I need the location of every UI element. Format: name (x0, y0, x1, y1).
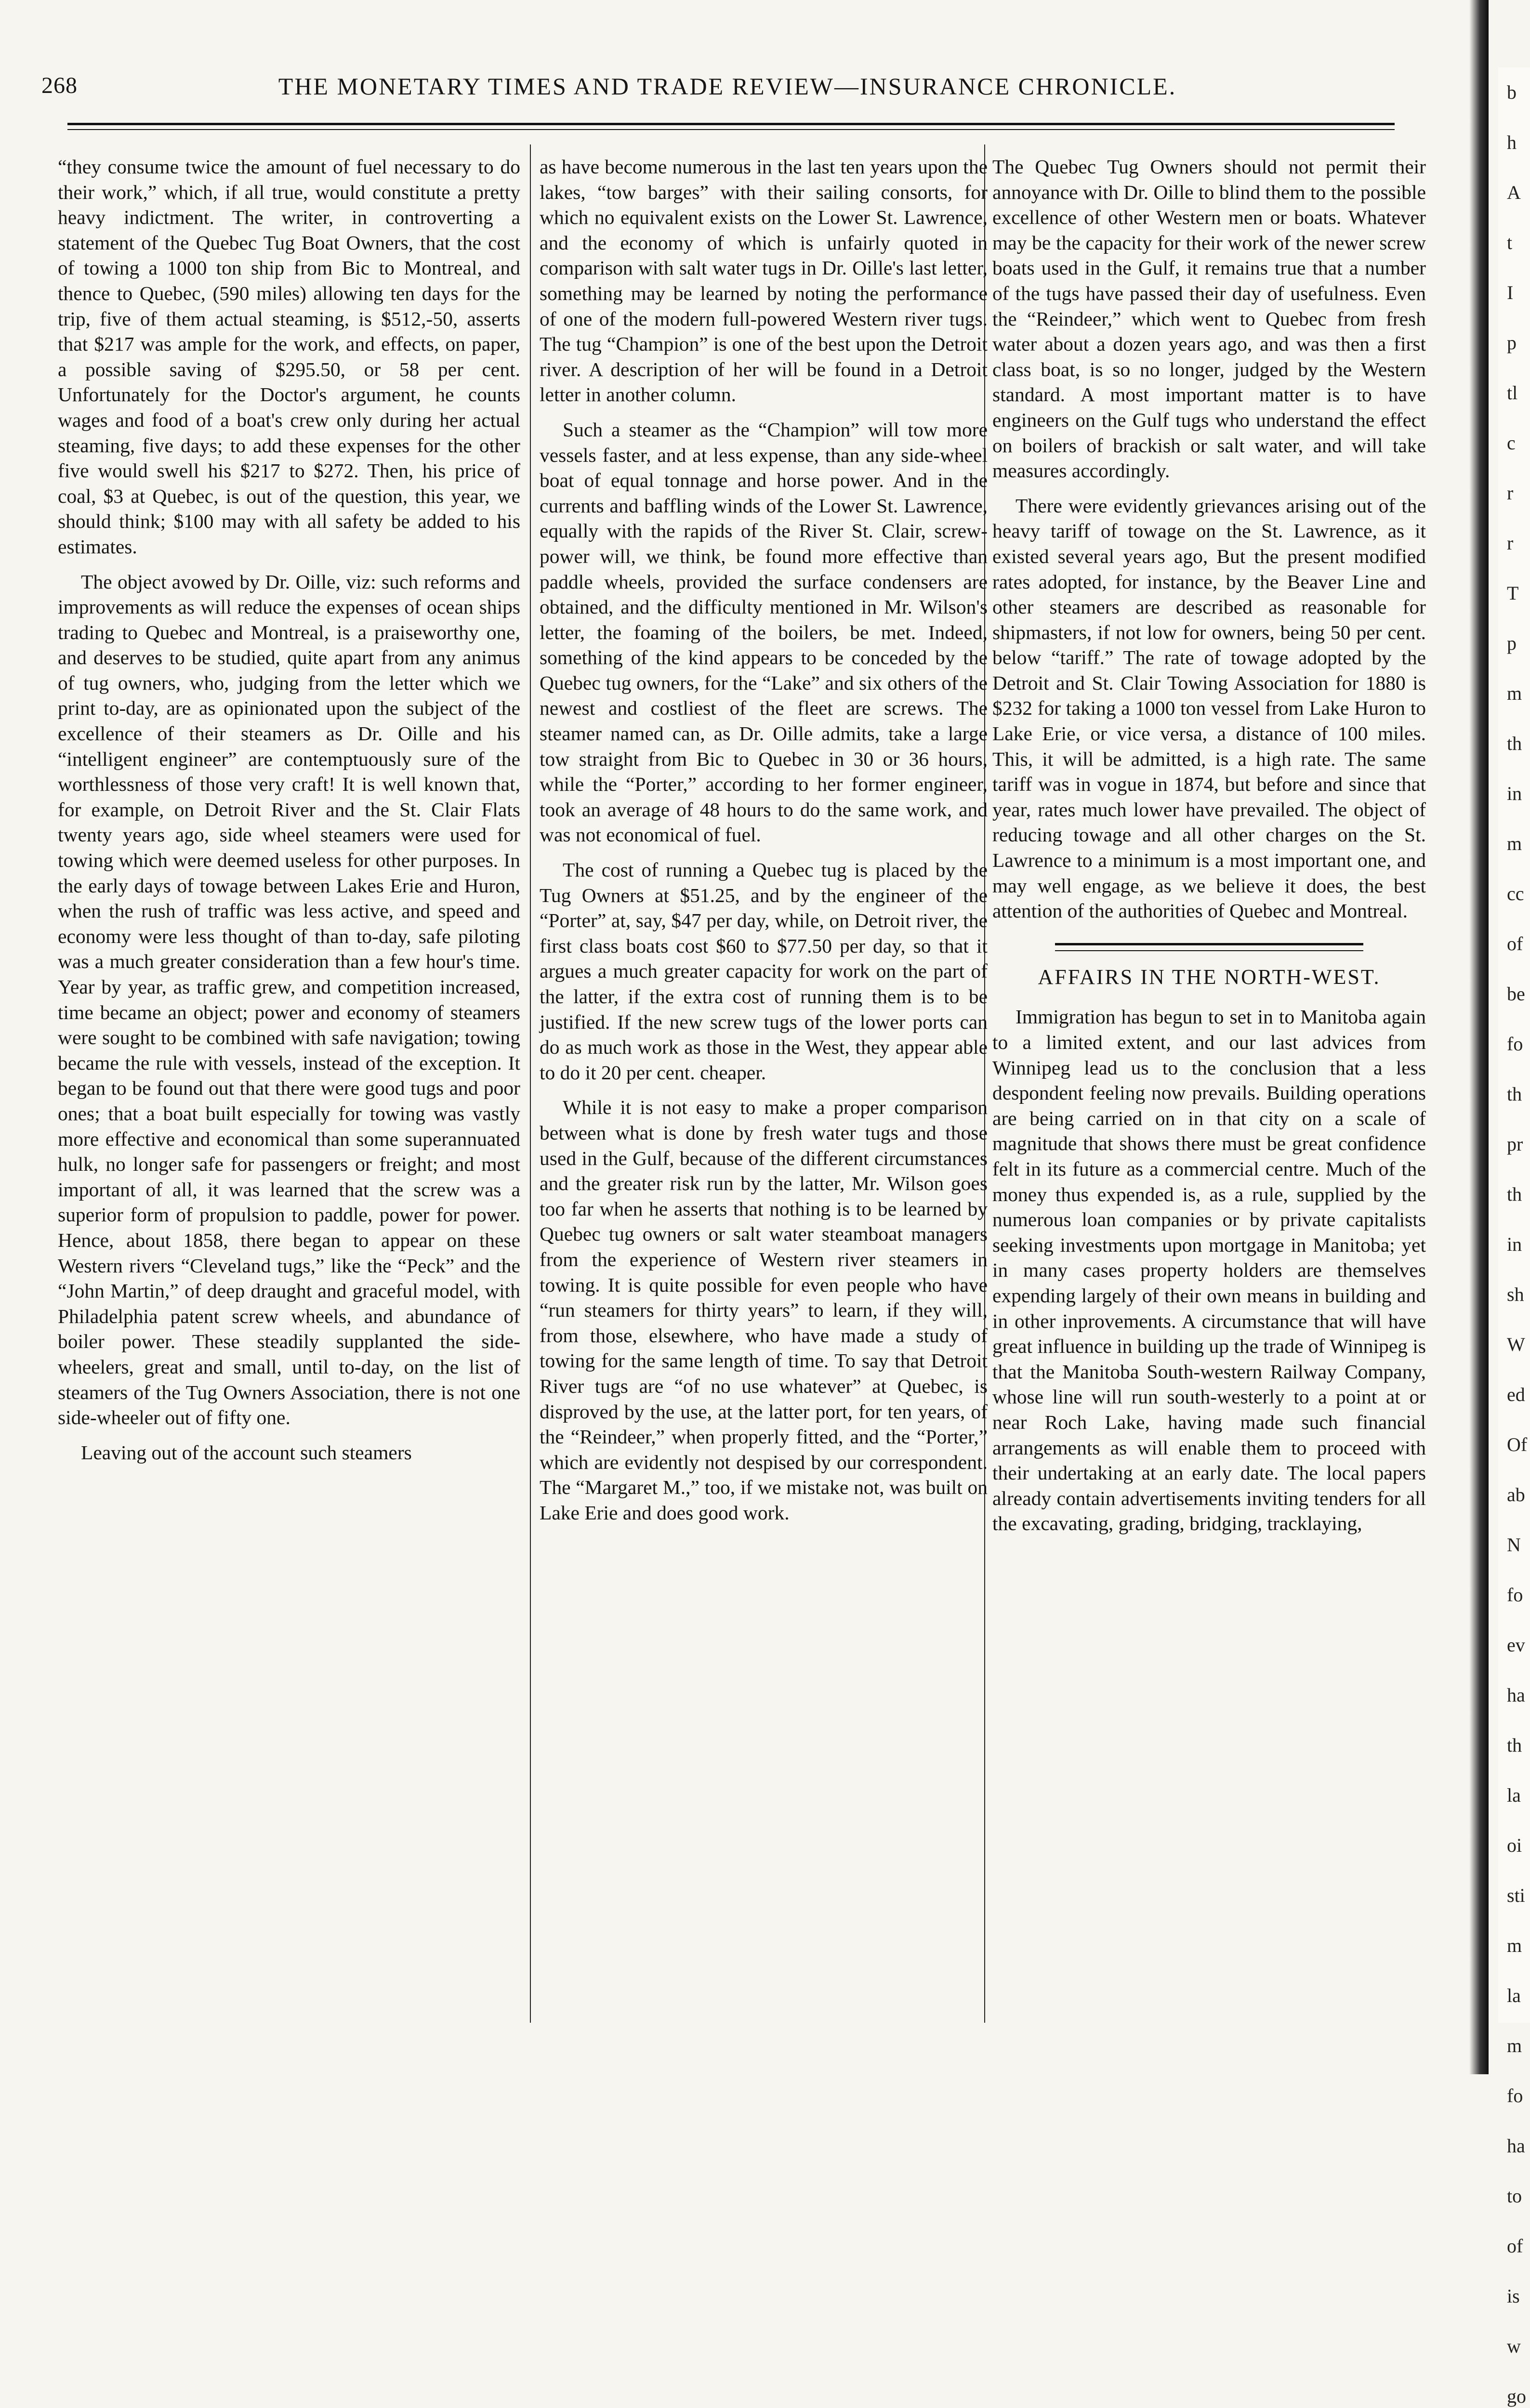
facing-page-fragment: th (1507, 1734, 1522, 1756)
facing-page-fragment: r (1507, 532, 1514, 554)
paragraph: There were evidently grievances arising out of the heavy tariff of towage on the St. Lawrence, as it existed several years ago, But the present modified rates adopted, for instance, by the Beaver Line and other steamers are described as reasonable for shipmasters, if not low for owners, being 50 per cent. below “tariff.” The rate of towage adopted by the Detroit and St. Clair Towing Association for 1880 is $232 for taking a 1000 ton vessel from Lake Huron to Lake Erie, or vice versa, a distance of 100 miles. This, it will be admitted, is a high rate. The same tariff was in vogue in 1874, but before and since that year, rates much lower have prevailed. The object of reducing towage and all other charges on the St. Lawrence to a minimum is a most important one, and may well engage, as we believe it does, the best attention of the authorities of Quebec and Montreal. (992, 494, 1426, 922)
text-column-1 (58, 154, 520, 2023)
facing-page-fragment: la (1507, 1784, 1521, 1806)
facing-page-fragment: is (1507, 2285, 1520, 2307)
facing-page-fragment: w (1507, 2335, 1521, 2357)
facing-page-fragment: sh (1507, 1283, 1524, 1305)
paragraph: The cost of running a Quebec tug is placed by the Tug Owners at $51.25, and by the engineer of the “Porter” at, say, $47 per day, while, on Detroit river, the first class boats cost $60 to $77.50 per day, so that it argues a much greater capacity for work on the part of the latter, if the extra cost of running them is to be justified. If the new screw tugs of the lower ports can do as much work as those in the West, they appear able to do it 20 per cent. cheaper. (540, 859, 988, 1084)
facing-page-fragment: Of (1507, 1434, 1528, 1455)
facing-page-fragment: tl (1507, 382, 1518, 404)
facing-page-fragment: go (1507, 2385, 1526, 2407)
paragraph: Such a steamer as the “Champion” will tow more vessels faster, and at less expense, than any side-wheel boat of equal tonnage and horse power. And in the currents and baffling winds of the Lower St. Lawrence, equally with the rapids of the River St. Clair, screw-power will, we think, be found more effective than paddle wheels, provided the surface condensers are obtained, and the difficulty mentioned in Mr. Wilson's letter, the foaming of the boilers, be met. Indeed, something of the kind appears to be conceded by the Quebec tug owners, for the “Lake” and six others of the newest and costliest of the fleet are screws. The steamer named can, as Dr. Oille admits, take a large tow straight from Bic to Quebec in 30 or 36 hours, while the “Porter,” according to her former engineer, took an average of 48 hours to do the same work, and was not economical of fuel. (540, 418, 988, 846)
facing-page-fragment: r (1507, 482, 1514, 504)
page-binding-shadow (1469, 0, 1489, 2074)
page-number: 268 (41, 73, 78, 98)
facing-page-fragment: c (1507, 432, 1516, 454)
facing-page-fragment: I (1507, 282, 1514, 303)
facing-page-fragment: of (1507, 933, 1523, 955)
facing-page-fragment: A (1507, 182, 1521, 203)
paragraph: Leaving out of the account such steamers (81, 1441, 412, 1464)
facing-page-fragment: sti (1507, 1885, 1525, 1906)
paragraph: While it is not easy to make a proper comparison between what is done by fresh water tugs and those used in the Gulf, because of the different circumstances and the greater risk run by the latter, Mr. Wilson goes too far when he asserts that nothing is to be learned by Quebec tug owners or salt water steamboat managers from the experience of Western river steamers in towing. It is quite possible for even people who have “run steamers for thirty years” to learn, if they will, from those, elsewhere, who have made a study of towing for the same length of time. To say that Detroit River tugs are “of no use whatever” at Quebec, is disproved by the use, at the latter port, for ten years, of the “Reindeer,” when properly fitted, and the “Porter,” which are evidently not despised by our correspondent. The “Margaret M.,” too, if we mistake not, was built on Lake Erie and does good work. (540, 1096, 988, 1524)
facing-page-fragment: ab (1507, 1484, 1525, 1505)
facing-page-fragment: ha (1507, 1684, 1525, 1706)
facing-page-fragment: m (1507, 1935, 1522, 1956)
facing-page-fragment: N (1507, 1534, 1521, 1556)
facing-page-fragment: pr (1507, 1133, 1523, 1155)
facing-page-fragment: ha (1507, 2135, 1525, 2157)
facing-page-fragment: fo (1507, 1584, 1523, 1606)
text-column-3 (992, 154, 1426, 2023)
facing-page-fragment: to (1507, 2185, 1522, 2207)
facing-page-fragment: th (1507, 1083, 1522, 1105)
facing-page-fragment: p (1507, 632, 1517, 654)
paragraph: “they consume twice the amount of fuel necessary to do their work,” which, if all true, would constitute a pretty heavy indictment. The writer, in controverting a statement of the Quebec Tug Boat Owners, that the cost of towing a 1000 ton ship from Bic to Montreal, and thence to Quebec, (590 miles) allowing ten days for the trip, five of them actual steaming, is $512,-50, asserts that $217 was ample for the work, and effects, on paper, a possible saving of $295.50, or 58 per cent. Unfortunately for the Doctor's argument, he counts wages and food of a boat's crew only during her actual steaming, five days; to add these expenses for the other five would swell his $217 to $272. Then, his price of coal, $3 at Quebec, is out of the question, this year, we should think; $100 may with all safety be added to his estimates. (58, 156, 520, 558)
facing-page-fragment: fo (1507, 1033, 1523, 1055)
facing-page-fragment: p (1507, 332, 1517, 353)
facing-page-fragment: th (1507, 733, 1522, 754)
header-rule (67, 123, 1395, 130)
facing-page-fragment: T (1507, 582, 1519, 604)
facing-page-fragment: ed (1507, 1384, 1525, 1405)
facing-page-fragment: m (1507, 2035, 1522, 2056)
facing-page-fragment: la (1507, 1985, 1521, 2006)
facing-page-fragment: ev (1507, 1634, 1525, 1656)
facing-page-fragment: W (1507, 1334, 1525, 1355)
facing-page-fragment: oi (1507, 1834, 1522, 1856)
facing-page-fragment: m (1507, 833, 1522, 854)
facing-page-fragment: of (1507, 2235, 1523, 2257)
paragraph: as have become numerous in the last ten years upon the lakes, “tow barges” with their sailing consorts, for which no equivalent exists on the Lower St. Lawrence, and the economy of which is unfairly quoted in comparison with salt water tugs in Dr. Oille's last letter, something may be learned by noting the performance of one of the modern full-powered Western river tugs. The tug “Champion” is one of the best upon the Detroit river. A description of her will be found in a Detroit letter in another column. (540, 156, 988, 406)
facing-page-fragment: in (1507, 783, 1522, 804)
running-head: THE MONETARY TIMES AND TRADE REVIEW—INSURANCE CHRONICLE. (278, 73, 1177, 100)
facing-page-edge (1498, 67, 1530, 2407)
facing-page-fragment: b (1507, 81, 1517, 103)
facing-page-fragment: t (1507, 232, 1513, 253)
paragraph: The Quebec Tug Owners should not permit their annoyance with Dr. Oille to blind them to the possible excellence of other Western men or boats. Whatever may be the capacity for their work of the newer screw boats used in the Gulf, it remains true that a number of the tugs have passed their day of usefulness. Even the “Reindeer,” which went to Quebec from fresh water about a dozen years ago, and was then a first class boat, is so no longer, judged by the Western standard. A most important matter is to have engineers on the Gulf tugs who understand the effect on boilers of brackish or salt water, and will take measures accordingly. (992, 156, 1426, 482)
facing-page-fragment: fo (1507, 2085, 1523, 2107)
section-rule (1055, 943, 1363, 951)
facing-page-fragment: be (1507, 983, 1525, 1005)
paragraph: Immigration has begun to set in to Manitoba again to a limited extent, and our last advices from Winnipeg lead us to the conclusion that a less despondent feeling now prevails. Building operations are being carried on in that city on a scale of magnitude that shows there must be great confidence felt in its future as a commercial centre. Much of the money thus expended is, as a rule, supplied by the numerous loan companies or by private capitalists seeking investments upon mortgage in Manitoba; yet in many cases property holders are themselves expending largely of their own means in building and in other inprovements. A circumstance that will have great influence in building up the trade of Winnipeg is that the Manitoba South-western Railway Company, whose line will run south-westerly to a point at or near Roch Lake, having made such financial arrangements as will enable them to proceed with their undertaking at an early date. The local papers already contain advertisements inviting tenders for all the excavating, grading, bridging, tracklaying, (992, 1006, 1426, 1535)
facing-page-fragment: h (1507, 131, 1517, 153)
facing-page-fragment: m (1507, 682, 1522, 704)
column-rule (530, 144, 531, 2023)
text-column-2 (540, 154, 988, 2023)
facing-page-fragment: in (1507, 1233, 1522, 1255)
facing-page-fragment: cc (1507, 883, 1524, 904)
section-heading: AFFAIRS IN THE NORTH-WEST. (1038, 965, 1381, 989)
facing-page-fragment: th (1507, 1183, 1522, 1205)
paragraph: The object avowed by Dr. Oille, viz: such reforms and improvements as will reduce the expenses of ocean ships trading to Quebec and Montreal, is a praiseworthy one, and deserves to be studied, quite apart from any animus of tug owners, who, judging from the letter which we print to-day, are as opinionated upon the subject of the excellence of their steamers as Dr. Oille and his “intelligent engineer” are contemptuously sure of the worthlessness of those very craft! It is well known that, for example, on Detroit River and the St. Clair Flats twenty years ago, side wheel steamers were used for towing which were deemed useless for other purposes. In the early days of towage between Lakes Erie and Huron, when the rush of traffic was less active, and speed and economy were less thought of than to-day, safe piloting was a much greater consideration than a few hour's time. Year by year, as traffic grew, and competition increased, time became an object; power and economy of steamers were sought to be combined with safe navigation; towing became the rule with vessels, instead of the exception. It began to be found out that there were good tugs and poor ones; that a boat built especially for towing was vastly more effective and economical than some superannuated hulk, no longer safe for passengers or freight; and most important of all, it was learned that the screw was a superior form of propulsion to paddle, power for power. Hence, about 1858, there began to appear on these Western rivers “Cleveland tugs,” like the “Peck” and the “John Martin,” of deep draught and graceful model, with Philadelphia patent screw wheels, and abundance of boiler power. These steadily supplanted the side-wheelers, great and small, until to-day, on the list of steamers of the Tug Owners Association, there is not one side-wheeler out of fifty one. (58, 570, 520, 1429)
